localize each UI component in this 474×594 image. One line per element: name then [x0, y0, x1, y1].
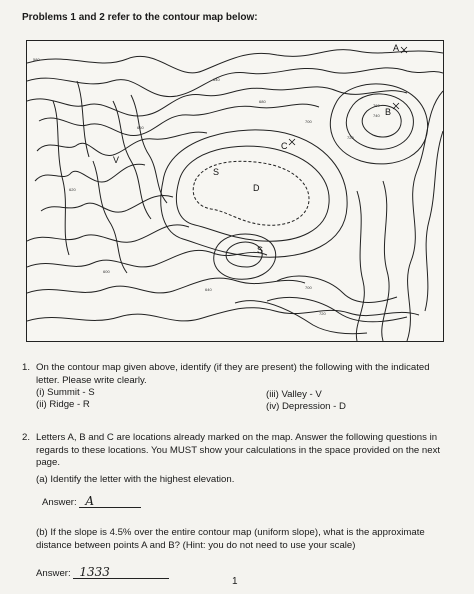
contour-label: 600	[103, 269, 110, 274]
point-label-a: A	[393, 43, 400, 53]
point-label-s2: S	[257, 245, 264, 255]
answer-a-field[interactable]	[79, 495, 141, 508]
contour-label: 700	[305, 285, 312, 290]
point-label-b: B	[385, 107, 392, 117]
option-valley: (iii) Valley - V	[266, 389, 322, 400]
option-ridge: (ii) Ridge - R	[36, 399, 90, 410]
question-text: Letters A, B and C are locations already marked on the map. Answer the following questions in regards to these locations. You MUST show your calculations in the space provided on the next page.	[36, 432, 441, 468]
point-label-c: C	[281, 141, 288, 151]
contour-label: 620	[69, 187, 76, 192]
contour-map	[26, 40, 444, 342]
question-2	[22, 432, 442, 486]
point-label-d: D	[253, 183, 260, 193]
contour-label: 760	[373, 103, 380, 108]
contour-label: 740	[373, 113, 380, 118]
answer-b-field[interactable]	[73, 566, 169, 579]
contour-label: 720	[347, 135, 354, 140]
point-labels	[113, 43, 399, 255]
answer-b-value: 1333	[79, 565, 110, 579]
page-number: 1	[232, 576, 238, 587]
question-number: 2.	[22, 432, 31, 443]
contour-label: 700	[305, 119, 312, 124]
question-text: On the contour map given above, identify (if they are present) the following with the indicated letter. Please write clearly.	[36, 362, 430, 386]
contour-label: 640	[213, 77, 220, 82]
point-label-s: S	[213, 167, 220, 177]
answer-b-row	[36, 566, 169, 579]
answer-a-row	[42, 495, 141, 508]
marker-b	[393, 103, 399, 109]
question-1	[22, 362, 442, 413]
option-list	[36, 387, 442, 413]
contour-label: 720	[319, 311, 326, 316]
answer-label: Answer:	[42, 497, 77, 508]
contour-label: 640	[205, 287, 212, 292]
answer-label: Answer:	[36, 568, 71, 579]
question-number: 1.	[22, 362, 31, 373]
contour-label: 660	[137, 125, 144, 130]
answer-a-value: A	[85, 494, 94, 508]
contour-label: 580	[33, 57, 40, 62]
marker-c	[289, 139, 295, 145]
option-depression: (iv) Depression - D	[266, 401, 346, 412]
marker-a	[401, 47, 407, 53]
option-summit: (i) Summit - S	[36, 387, 95, 398]
question-2b: (b) If the slope is 4.5% over the entire contour map (uniform slope), what is the approximate distance between points A and B? (Hint: you do not need to use your scale)	[36, 527, 425, 551]
contour-label: 680	[259, 99, 266, 104]
contour-lines	[27, 41, 443, 341]
page-heading: Problems 1 and 2 refer to the contour map below:	[22, 12, 258, 23]
question-2a: (a) Identify the letter with the highest elevation.	[36, 473, 235, 485]
point-label-v: V	[113, 155, 120, 165]
